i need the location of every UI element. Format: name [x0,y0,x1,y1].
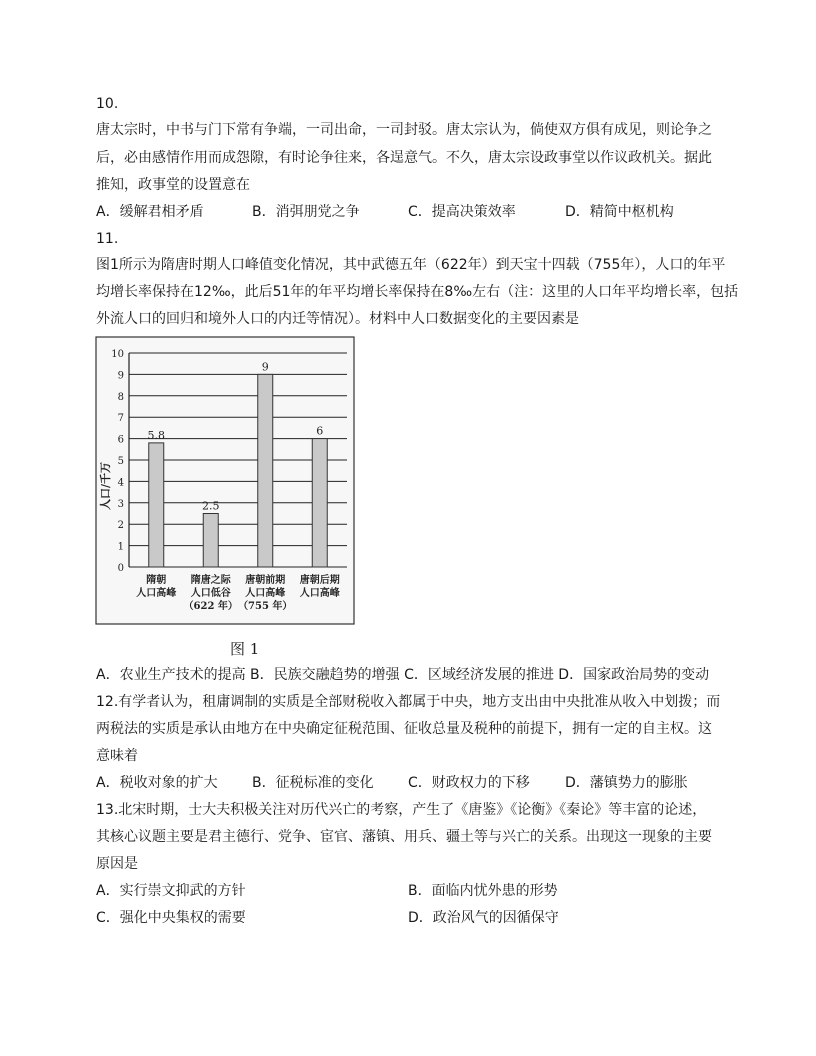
q10-line-3: 推知，政事堂的设置意在 [96,177,250,193]
x-category-label: 唐朝前期 [245,575,286,586]
q10-option-a[interactable]: A．缓解君相矛盾 [96,204,204,220]
y-tick-label: 8 [117,391,124,403]
q10-line-2: 后，必由感情作用而成怨隙，有时论争往来，各逞意气。不久，唐太宗设政事堂以作议政机关。据此 [96,150,712,166]
x-category-label: 人口高峰 [299,588,340,599]
q10-number: 10. [96,96,119,112]
q12-line-3: 意味着 [96,748,138,764]
q11-line-2: 均增长率保持在12‰，此后51年的年平均增长率保持在8‰左右（注：这里的人口年平均增长率，包括 [96,284,739,300]
bar [149,443,164,567]
q10-option-d[interactable]: D．精简中枢机构 [565,204,674,220]
y-tick-label: 7 [117,413,124,425]
q11-options-line[interactable]: A．农业生产技术的提高 B．民族交融趋势的增强 C．区域经济发展的推进 D．国家政治局势的变动 [96,667,710,683]
figure-caption: 图 1 [230,640,260,658]
y-tick-label: 10 [111,349,124,360]
q12-option-c[interactable]: C．财政权力的下移 [408,775,530,791]
bar-data-label: 2.5 [202,499,220,513]
y-tick-label: 5 [117,456,124,467]
q13-option-c[interactable]: C．强化中央集权的需要 [96,910,246,926]
q12-option-a[interactable]: A．税收对象的扩大 [96,775,218,791]
q13-line-2: 其核心议题主要是君主德行、党争、宦官、藩镇、用兵、疆土等与兴亡的关系。出现这一现象的主要 [96,829,712,845]
x-category-label: （755 年） [238,601,293,612]
q10-option-c[interactable]: C．提高决策效率 [408,204,516,220]
x-category-label: 隋朝 [146,575,167,586]
q12-line-1: 12.有学者认为，租庸调制的实质是全部财税收入都属于中央，地方支出由中央批准从收入中划拨；而 [96,694,721,710]
q12-option-d[interactable]: D．藩镇势力的膨胀 [565,775,688,791]
bar [258,374,273,567]
q13-line-3: 原因是 [96,856,138,872]
q10-option-b[interactable]: B．消弭朋党之争 [252,204,360,220]
y-tick-label: 6 [117,434,124,446]
q11-line-3: 外流人口的回归和境外人口的内迁等情况）。材料中人口数据变化的主要因素是 [96,311,579,327]
x-category-label: （622 年） [183,601,238,612]
q10-line-1: 唐太宗时，中书与门下常有争端，一司出命，一司封驳。唐太宗认为，倘使双方俱有成见，则论争之 [96,122,712,138]
bar [312,439,327,567]
q13-line-1: 13.北宋时期，士大夫积极关注对历代兴亡的考察，产生了《唐鉴》《论衡》《秦论》等丰富的论述， [96,802,707,818]
y-axis-label: 人口/千万 [99,461,112,511]
chart-svg [95,336,355,625]
y-tick-label: 0 [117,563,124,574]
q12-line-2: 两税法的实质是承认由地方在中央确定征税范围、征收总量及税种的前提下，拥有一定的自主权。这 [96,721,712,737]
x-category-label: 隋唐之际 [190,575,231,586]
x-category-label: 人口高峰 [245,588,286,599]
q11-line-1: 图1所示为隋唐时期人口峰值变化情况，其中武德五年（622年）到天宝十四载（755年），人口的年平 [96,257,726,273]
q11-number: 11. [96,231,119,247]
y-tick-label: 9 [117,370,124,382]
q13-option-b[interactable]: B．面临内忧外患的形势 [408,883,558,899]
q13-option-a[interactable]: A．实行崇文抑武的方针 [96,883,246,899]
x-category-label: 人口低谷 [190,588,231,599]
y-tick-label: 4 [117,477,124,489]
q12-option-b[interactable]: B．征税标准的变化 [252,775,374,791]
x-category-label: 唐朝后期 [299,575,340,586]
y-tick-label: 3 [117,498,124,510]
q13-option-d[interactable]: D．政治风气的因循保守 [408,910,559,926]
population-bar-chart [95,336,355,625]
y-tick-label: 1 [117,541,124,553]
bar-data-label: 5.8 [147,428,165,442]
bar [203,514,218,568]
x-category-label: 人口高峰 [136,588,177,599]
y-tick-label: 2 [117,520,124,532]
bar-data-label: 9 [261,360,269,374]
bar-data-label: 6 [316,424,324,438]
